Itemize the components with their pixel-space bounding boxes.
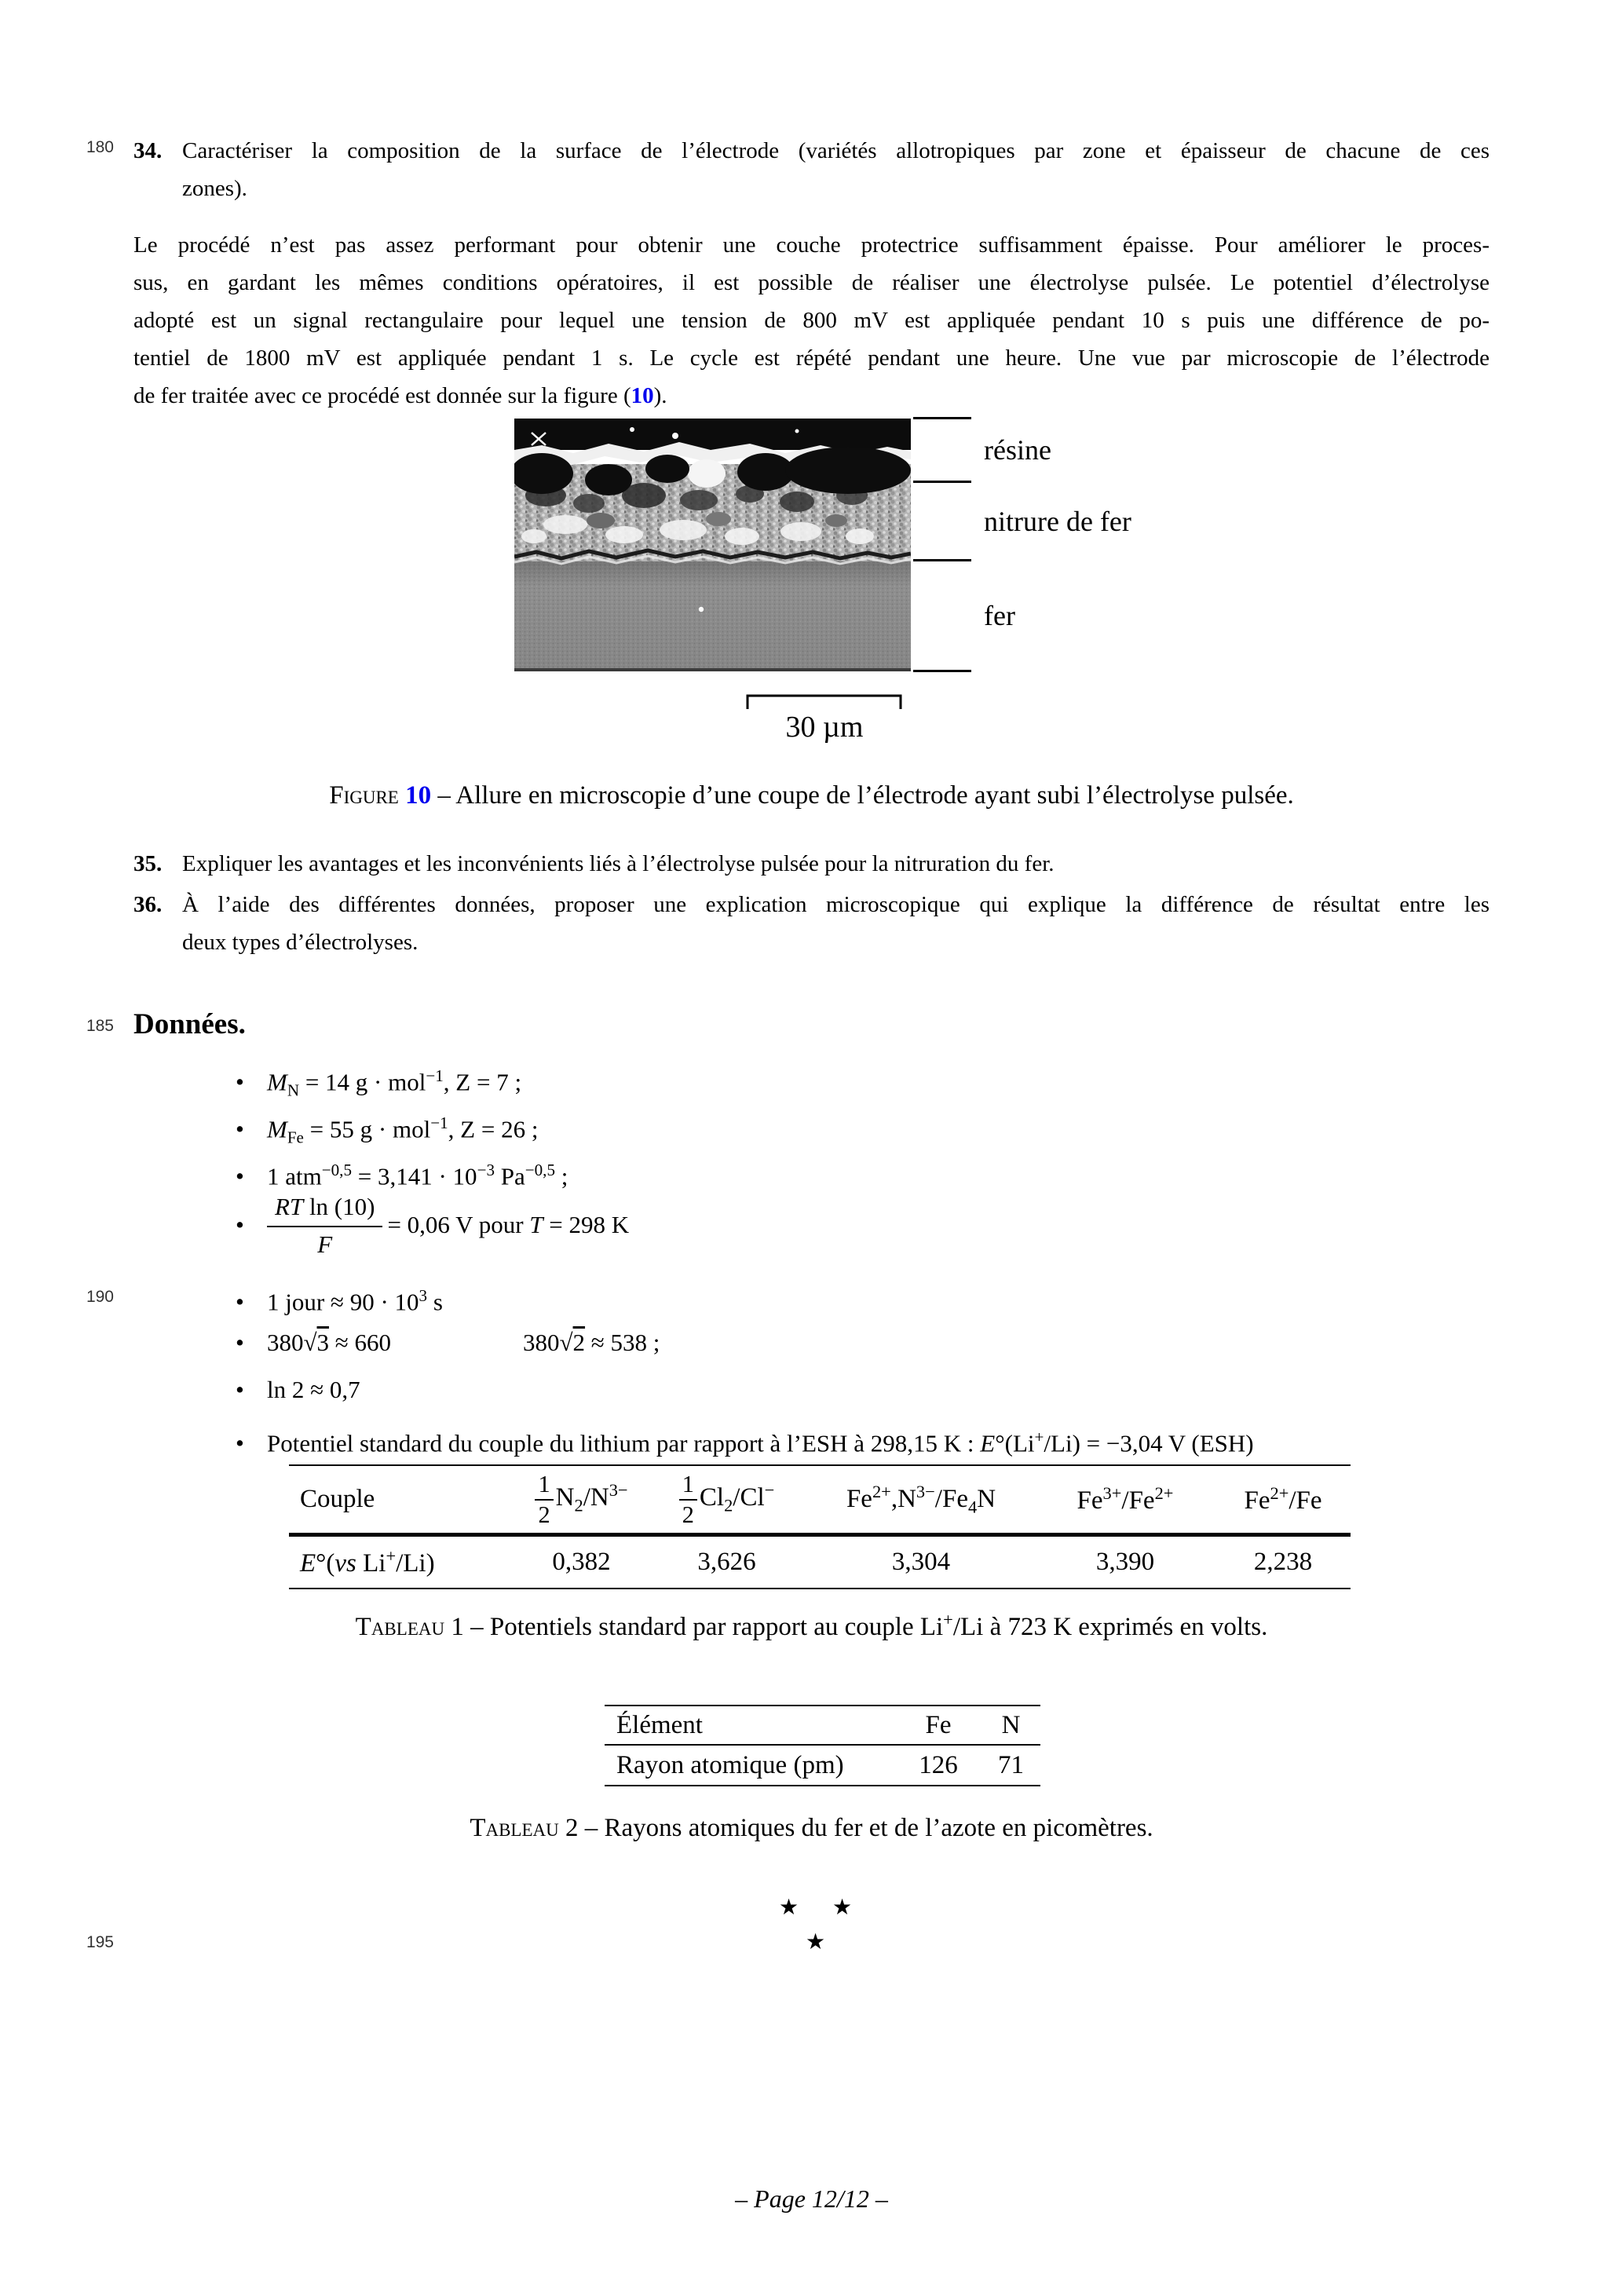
data-item-text: ln 2 ≈ 0,7 bbox=[267, 1376, 360, 1403]
data-item bbox=[236, 1058, 521, 1108]
table-cell: 3,626 bbox=[697, 1548, 756, 1576]
data-item bbox=[236, 1420, 1254, 1461]
bullet-icon: • bbox=[236, 1162, 244, 1190]
paragraph-line: Le procédé n’est pas assez performant pour obtenir une couche protectrice suffisamment épaisse. Pour améliorer le proces- bbox=[133, 232, 1490, 258]
table-cell: 0,382 bbox=[552, 1548, 611, 1576]
table-header-cell: Élément bbox=[616, 1710, 703, 1739]
bullet-icon: • bbox=[236, 1288, 244, 1316]
table-cell: 2,238 bbox=[1253, 1548, 1313, 1576]
layer-boundary-tick bbox=[913, 481, 971, 483]
table-data-row bbox=[289, 1537, 1351, 1588]
question-35-text: Expliquer les avantages et les inconvénients liés à l’électrolyse pulsée pour la nitruration du fer. bbox=[182, 851, 1055, 876]
table-row-label: E°(vs Li+/Li) bbox=[300, 1546, 435, 1578]
layer-label-resine: résine bbox=[984, 434, 1051, 466]
data-section-heading: Données. bbox=[133, 1008, 246, 1040]
data-item-text: 1 jour ≈ $90 \cdot 10^3$ s bbox=[267, 1286, 443, 1316]
table-header-cell: $Fe^{2+},N^{3-}/Fe_4N$ bbox=[846, 1481, 996, 1517]
question-36-line2: deux types d’électrolyses. bbox=[182, 930, 419, 955]
layer-boundary-tick bbox=[913, 559, 971, 561]
data-item bbox=[236, 1278, 443, 1319]
table-rule bbox=[289, 1588, 1351, 1589]
data-item-text: Potentiel standard du couple du lithium par rapport à l’ESH à 298,15 K : E°(Li+/Li) = −3,04 V (ESH) bbox=[267, 1428, 1254, 1457]
data-item-text: $M_N = 14$ g · mol$^{-1}$, Z = 7 ; bbox=[267, 1066, 522, 1100]
star-icon: ★ bbox=[832, 1896, 853, 1920]
data-item-text: $M_{Fe} = 55$ g · mol$^{-1}$, Z = 26 ; bbox=[267, 1113, 539, 1147]
layer-boundary-tick bbox=[913, 417, 971, 419]
table-header-row bbox=[605, 1706, 1040, 1744]
table-cell: 71 bbox=[998, 1750, 1024, 1779]
page-number: – Page 12/12 – bbox=[735, 2184, 888, 2213]
table-header-cell: $\frac{1}{2}$ $N_2/N^{3-}$ bbox=[517, 1472, 646, 1526]
table-header-cell: Couple bbox=[300, 1485, 375, 1513]
star-icon: ★ bbox=[806, 1930, 826, 1954]
data-item bbox=[236, 1106, 538, 1155]
line-number: 190 bbox=[86, 1288, 114, 1306]
question-34-line2: zones). bbox=[182, 176, 247, 201]
table-rule bbox=[605, 1785, 1040, 1786]
table1-caption: Tableau 1 – Potentiels standard par rapport au couple Li+/Li à 723 K exprimés en volts. bbox=[355, 1610, 1268, 1641]
question-35-number: 35. bbox=[133, 851, 163, 876]
table-header-cell: $\frac{1}{2}$ $Cl_2/Cl^-$ bbox=[646, 1472, 807, 1526]
paragraph-line: adopté est un signal rectangulaire pour lequel une tension de 800 mV est appliquée pendant 10 s puis une différence de po- bbox=[133, 308, 1490, 333]
bullet-icon: • bbox=[236, 1115, 244, 1143]
table-header-cell: $Fe^{2+}/Fe$ bbox=[1244, 1483, 1322, 1515]
scale-bar bbox=[746, 693, 903, 711]
layer-boundary-tick bbox=[913, 670, 971, 672]
bullet-icon: • bbox=[236, 1211, 244, 1238]
data-item bbox=[236, 1186, 629, 1264]
line-number: 195 bbox=[86, 1933, 114, 1951]
data-item-text: 1 $atm^{-0,5} = 3,141 \cdot 10^{-3}$ $Pa^{-0,5}$ ; bbox=[267, 1161, 568, 1190]
question-36-line1: À l’aide des différentes données, proposer une explication microscopique qui explique la différence de résultat entre les bbox=[182, 892, 1490, 917]
figure-caption: Figure 10 – Allure en microscopie d’une coupe de l’électrode ayant subi l’électrolyse pulsée. bbox=[329, 781, 1294, 810]
atomic-radius-table bbox=[605, 1705, 1040, 1786]
question-34-line1: Caractériser la composition de la surface de l’électrode (variétés allotropiques par zone et épaisseur de chacune de ces bbox=[182, 138, 1490, 163]
table-cell: 126 bbox=[919, 1750, 958, 1779]
table-header-cell: Fe bbox=[925, 1710, 952, 1739]
table-header-row bbox=[289, 1466, 1351, 1533]
figure-number-link[interactable]: 10 bbox=[405, 781, 432, 810]
figure-ref-link[interactable]: 10 bbox=[631, 383, 654, 408]
potentials-table bbox=[289, 1464, 1351, 1591]
table-header-cell: N bbox=[1001, 1710, 1021, 1739]
paragraph-line: de fer traitée avec ce procédé est donnée sur la figure (10). bbox=[133, 383, 667, 408]
layer-label-nitrure: nitrure de fer bbox=[984, 506, 1131, 537]
question-34-number: 34. bbox=[133, 138, 163, 163]
bullet-icon: • bbox=[236, 1068, 244, 1096]
data-item bbox=[236, 1373, 360, 1407]
paragraph-line: sus, en gardant les mêmes conditions opératoires, il est possible de réaliser une électrolyse pulsée. Le potentiel d’électrolyse bbox=[133, 270, 1490, 295]
bullet-icon: • bbox=[236, 1376, 244, 1403]
question-36-number: 36. bbox=[133, 892, 163, 917]
scale-label: 30 µm bbox=[785, 711, 864, 744]
microscopy-image bbox=[514, 419, 911, 671]
line-number: 185 bbox=[86, 1017, 114, 1035]
table-header-cell: $Fe^{3+}/Fe^{2+}$ bbox=[1077, 1483, 1174, 1515]
data-item-text: 380√3 ≈ 660 380√2 ≈ 538 ; bbox=[267, 1329, 660, 1356]
data-item-text: $\frac{\text{RT ln (10)}}{F}$ = 0,06 V pour T = 298 K bbox=[267, 1191, 629, 1258]
star-icon: ★ bbox=[779, 1896, 799, 1920]
bullet-icon: • bbox=[236, 1429, 244, 1457]
data-item bbox=[236, 1325, 660, 1360]
table-row-label: Rayon atomique (pm) bbox=[616, 1750, 844, 1779]
table-cell: 3,390 bbox=[1095, 1548, 1155, 1576]
table-cell: 3,304 bbox=[891, 1548, 951, 1576]
paragraph-line: tentiel de 1800 mV est appliquée pendant 1 s. Le cycle est répété pendant une heure. Une vue par microscopie de l’électrode bbox=[133, 345, 1490, 371]
line-number: 180 bbox=[86, 138, 114, 156]
layer-label-fer: fer bbox=[984, 600, 1015, 631]
table-data-row bbox=[605, 1746, 1040, 1785]
table2-caption: Tableau 2 – Rayons atomiques du fer et de l’azote en picomètres. bbox=[470, 1814, 1153, 1842]
bullet-icon: • bbox=[236, 1329, 244, 1356]
